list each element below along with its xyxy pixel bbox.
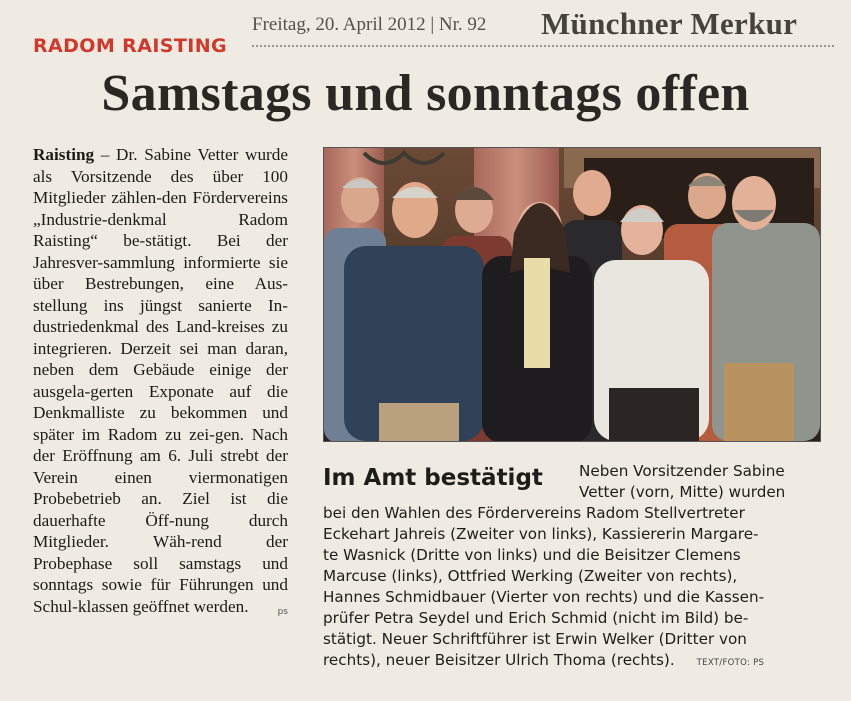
article-body: [33, 144, 288, 623]
caption-title: Im Amt bestätigt: [323, 465, 543, 491]
caption-line-last: [323, 650, 828, 674]
issue-date: Freitag, 20. April 2012 | Nr. 92: [252, 14, 487, 35]
caption-line: stätigt. Neuer Schriftführer ist Erwin Welker (Dritter von: [323, 630, 747, 648]
caption-line: Eckehart Jahreis (Zweiter von links), Kassiererin Margare-: [323, 525, 759, 543]
headline: Samstags und sonntags offen: [101, 65, 750, 122]
header-divider: [252, 45, 834, 47]
caption-line: prüfer Petra Seydel und Erich Schmid (nicht im Bild) be-: [323, 609, 749, 627]
dateline: Raisting: [33, 145, 95, 164]
caption-body: [323, 503, 828, 674]
group-photo: [323, 147, 821, 442]
caption-lead-line: Vetter (vorn, Mitte) wurden: [579, 483, 786, 501]
author-initials: ps: [277, 606, 288, 617]
photo-credit: TEXT/FOTO: PS: [696, 658, 765, 668]
caption-line: bei den Wahlen des Fördervereins Radom Stellvertreter: [323, 504, 745, 522]
caption-line: Marcuse (links), Ottfried Werking (Zweiter von rechts),: [323, 567, 738, 585]
body-text: – Dr. Sabine Vetter wurde als Vorsitzende des über 100 Mitglieder zählen-​den Fördervereins „Industrie-​denkmal Radom Raisting“ be-​stätigt. Bei der Jahresver-​sammlung informierte sie über Bestrebungen, eine Aus-​stellung ins jüngst sanierte In-​dustriedenkmal des Land-​kreises zu integrieren. Derzeit sei man daran, neben dem Gebäude einige der ausgela-​gerten Exponate auf die Denkmalliste zu bekommen und später im Radom zu zei-​gen. Nach der Eröffnung am 6. Juli strebt der Verein einen viermonatigen Probebetrieb an. Ziel ist die dauerhafte Öff-​nung durch Mitglieder. Wäh-​rend der Probephase soll samstags und sonntags sowie für Führungen und Schul-​klassen geöffnet werden.: [33, 145, 288, 616]
kicker: RADOM RAISTING: [33, 35, 227, 57]
caption-line: rechts), neuer Beisitzer Ulrich Thoma (rechts).: [323, 651, 675, 669]
caption-line: Hannes Schmidbauer (Vierter von rechts) und die Kassen-: [323, 588, 765, 606]
caption-lead-line: Neben Vorsitzender Sabine: [579, 462, 785, 480]
caption-lead: [579, 461, 829, 503]
masthead: Münchner Merkur: [541, 6, 798, 41]
caption-line: te Wasnick (Dritte von links) und die Beisitzer Clemens: [323, 546, 741, 564]
